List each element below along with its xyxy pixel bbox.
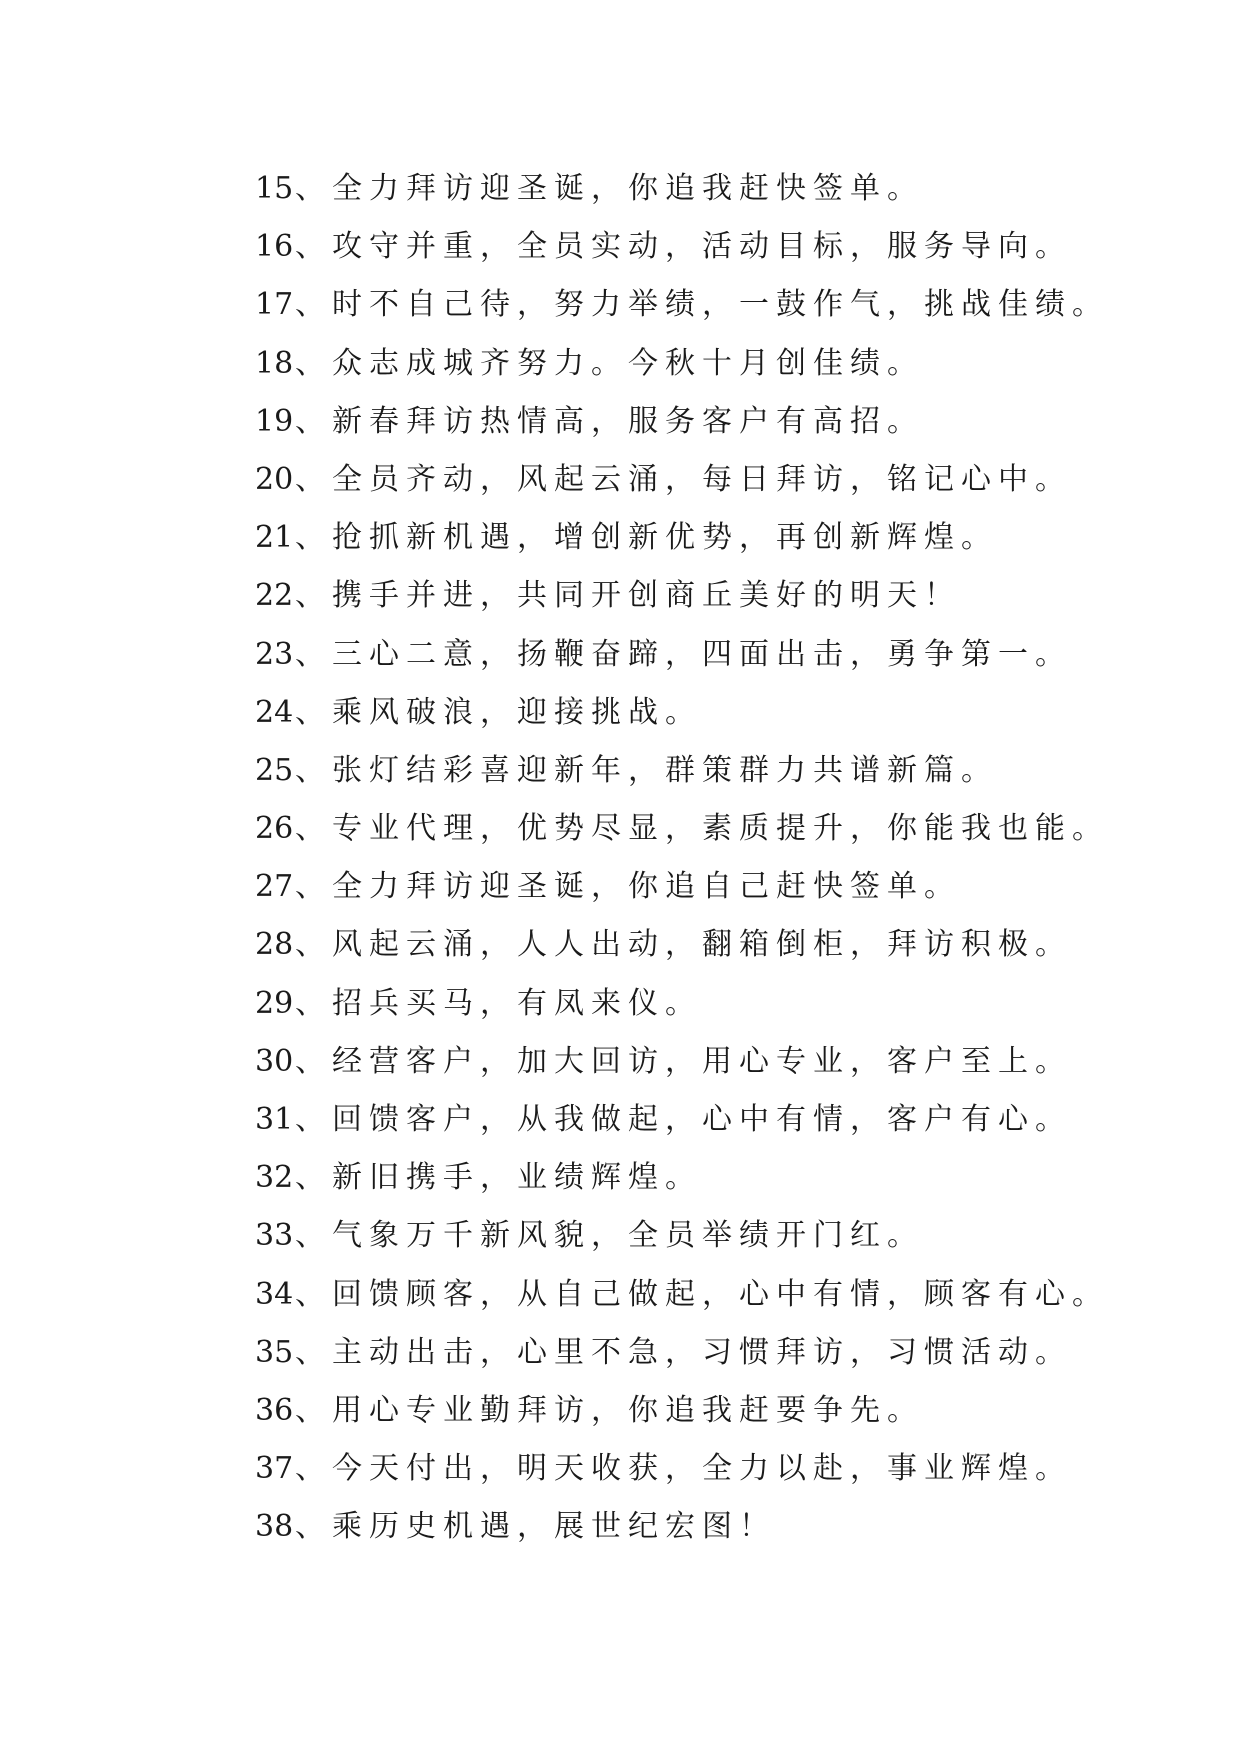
slogan-text: 、回馈顾客，从自己做起，心中有情，顾客有心。 [295, 1276, 1109, 1312]
slogan-text: 、乘历史机遇，展世纪宏图！ [295, 1509, 776, 1545]
slogan-line [255, 1266, 1109, 1324]
slogan-text: 、抢抓新机遇，增创新优势，再创新辉煌。 [295, 520, 998, 556]
slogan-line [255, 858, 1109, 916]
slogan-line [255, 393, 1109, 451]
slogan-text: 、全力拜访迎圣诞，你追我赶快签单。 [295, 171, 924, 206]
slogan-number: 20 [255, 461, 294, 497]
slogan-line [255, 1033, 1109, 1091]
slogan-text: 、全员齐动，风起云涌，每日拜访，铭记心中。 [295, 461, 1072, 497]
slogan-text: 、经营客户，加大回访，用心专业，客户至上。 [295, 1043, 1072, 1079]
slogan-number: 34 [255, 1276, 294, 1312]
slogan-line [255, 1440, 1109, 1498]
slogan-number: 19 [255, 403, 294, 439]
slogan-list [255, 160, 1109, 1557]
slogan-line [255, 160, 1109, 218]
slogan-number: 33 [255, 1218, 294, 1254]
slogan-number: 23 [255, 636, 294, 672]
slogan-text: 、专业代理，优势尽显，素质提升，你能我也能。 [295, 811, 1109, 847]
slogan-line [255, 1382, 1109, 1440]
slogan-line [255, 1498, 1109, 1556]
slogan-text: 、三心二意，扬鞭奋蹄，四面出击，勇争第一。 [295, 636, 1072, 672]
slogan-line [255, 335, 1109, 393]
slogan-line [255, 626, 1109, 684]
slogan-text: 、时不自己待，努力举绩，一鼓作气，挑战佳绩。 [295, 287, 1109, 323]
slogan-line [255, 742, 1109, 800]
slogan-number: 15 [255, 171, 294, 206]
slogan-line [255, 1149, 1109, 1207]
slogan-number: 17 [255, 287, 294, 323]
slogan-number: 24 [255, 694, 294, 730]
slogan-line [255, 975, 1109, 1033]
slogan-text: 、乘风破浪，迎接挑战。 [295, 694, 702, 730]
slogan-line [255, 1091, 1109, 1149]
slogan-text: 、用心专业勤拜访，你追我赶要争先。 [295, 1392, 924, 1428]
slogan-number: 28 [255, 927, 294, 963]
slogan-line [255, 916, 1109, 974]
slogan-number: 22 [255, 578, 294, 614]
slogan-text: 、张灯结彩喜迎新年，群策群力共谱新篇。 [295, 752, 998, 788]
slogan-number: 35 [255, 1334, 294, 1370]
slogan-number: 29 [255, 985, 294, 1021]
slogan-text: 、攻守并重，全员实动，活动目标，服务导向。 [295, 229, 1072, 265]
slogan-number: 32 [255, 1160, 294, 1196]
slogan-text: 、今天付出，明天收获，全力以赴，事业辉煌。 [295, 1451, 1072, 1487]
slogan-text: 、新旧携手，业绩辉煌。 [295, 1160, 702, 1196]
slogan-text: 、回馈客户，从我做起，心中有情，客户有心。 [295, 1102, 1072, 1137]
slogan-number: 38 [255, 1509, 294, 1545]
slogan-line [255, 567, 1109, 625]
slogan-text: 、携手并进，共同开创商丘美好的明天！ [295, 578, 961, 614]
slogan-text: 、风起云涌，人人出动，翻箱倒柜，拜访积极。 [295, 927, 1072, 963]
slogan-text: 、主动出击，心里不急，习惯拜访，习惯活动。 [295, 1334, 1072, 1370]
slogan-line [255, 218, 1109, 276]
slogan-text: 、招兵买马，有凤来仪。 [295, 985, 702, 1021]
slogan-number: 30 [255, 1043, 294, 1079]
slogan-number: 27 [255, 869, 294, 905]
slogan-line [255, 684, 1109, 742]
slogan-text: 、全力拜访迎圣诞，你追自己赶快签单。 [295, 869, 961, 905]
slogan-line [255, 1207, 1109, 1265]
slogan-number: 18 [255, 345, 294, 381]
slogan-text: 、气象万千新风貌，全员举绩开门红。 [295, 1218, 924, 1254]
slogan-line [255, 509, 1109, 567]
slogan-line [255, 1324, 1109, 1382]
slogan-line [255, 451, 1109, 509]
slogan-number: 21 [255, 520, 294, 556]
slogan-number: 36 [255, 1392, 294, 1428]
slogan-number: 16 [255, 229, 294, 265]
slogan-number: 31 [255, 1102, 294, 1137]
slogan-text: 、众志成城齐努力。今秋十月创佳绩。 [295, 345, 924, 381]
slogan-number: 25 [255, 752, 294, 788]
slogan-text: 、新春拜访热情高，服务客户有高招。 [295, 403, 924, 439]
slogan-number: 26 [255, 811, 294, 847]
slogan-number: 37 [255, 1451, 294, 1487]
slogan-line [255, 800, 1109, 858]
slogan-line [255, 276, 1109, 334]
